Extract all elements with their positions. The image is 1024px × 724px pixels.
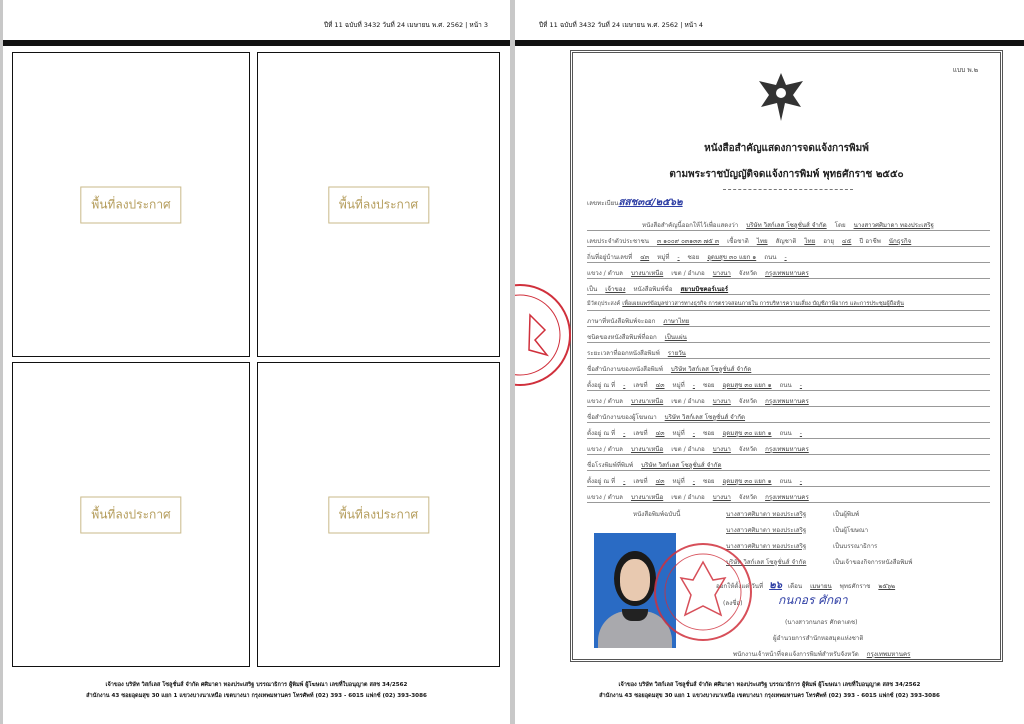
field-label: จังหวัด: [738, 494, 758, 501]
field-value: กรุงเทพมหานคร: [765, 494, 809, 501]
field-label: ถนน: [779, 478, 792, 485]
field-label: ชนิดของหนังสือพิมพ์ที่ออก: [587, 334, 657, 341]
field-label: เขต / อำเภอ: [671, 494, 705, 501]
field-value: เจ้าของ: [605, 286, 626, 293]
field-label: มีวัตถุประสงค์: [587, 301, 621, 307]
signer-title: ผู้อำนวยการสำนักหอสมุดแห่งชาติ: [773, 635, 864, 642]
field-label: โดย: [834, 222, 846, 229]
page-header: ปีที่ 11 ฉบับที่ 3432 วันที่ 24 เมษายน พ.ศ. 2562 | หน้า 4: [539, 21, 704, 29]
field-label: อาชีพ: [865, 238, 881, 245]
footer-line-2: สำนักงาน 43 ซอยอุดมสุข 30 แยก 1 แขวงบางนาเหนือ เขตบางนา กรุงเทพมหานคร โทรศัพท์ (02) 393 - 6015 แฟกซ์ (02) 393-3086: [599, 693, 940, 699]
district-row: [587, 444, 990, 455]
ad-slot: [12, 52, 250, 357]
ad-slot-label: พื้นที่ลงประกาศ: [328, 186, 429, 223]
field-value: -: [799, 382, 803, 389]
field-label: เขต / อำเภอ: [671, 446, 705, 453]
field-label: ภาษาที่หนังสือพิมพ์จะออก: [587, 318, 656, 325]
field-label: จังหวัด: [738, 446, 758, 453]
field-label: สัญชาติ: [775, 238, 797, 245]
role-holder: นางสาวศศิมาดา ทองประเสริฐ: [726, 511, 807, 518]
sign-label: (ลงชื่อ): [723, 600, 743, 607]
field-value: บางนา: [712, 398, 731, 405]
field-label: หมู่ที่: [657, 254, 670, 261]
field-value: ๔๓: [655, 478, 665, 485]
field-value: -: [623, 478, 626, 485]
field-label: ระยะเวลาที่ออกหนังสือพิมพ์: [587, 350, 660, 357]
footer-line-1: เจ้าของ บริษัท วิสก์เลส โซลูชั่นส์ จำกัด ศศิมาดา ทองประเสริฐ บรรณาธิการ ผู้พิมพ์ ผู้โฆษณา เลขที่ใบอนุญาต สสช 34/2562: [105, 682, 408, 688]
field-label: หมู่ที่: [672, 430, 685, 437]
footer-line-2: สำนักงาน 43 ซอยอุดมสุข 30 แยก 1 แขวงบางนาเหนือ เขตบางนา กรุงเทพมหานคร โทรศัพท์ (02) 393 - 6015 แฟกซ์ (02) 393-3086: [86, 693, 427, 699]
divider: [723, 189, 853, 190]
address-row: [587, 428, 990, 439]
field-label: เขต / อำเภอ: [671, 398, 705, 405]
field-label: ปี: [859, 238, 864, 245]
field-value: อุดมสุข ๓๐ แยก ๑: [707, 254, 757, 261]
field-value: -: [692, 478, 695, 485]
field-label: ชื่อสำนักงานของหนังสือพิมพ์: [587, 366, 663, 373]
field-label: อายุ: [823, 238, 835, 245]
signer-name: (นางสาวกนกอร ศักดาเดช): [785, 619, 858, 626]
field-label: ถิ่นที่อยู่บ้านเลขที่: [587, 254, 633, 261]
field-label: เลขที่: [633, 430, 648, 437]
district-row: [587, 492, 990, 503]
field-value: -: [623, 430, 626, 437]
field-label: ซอย: [703, 478, 715, 485]
field-label: หมู่ที่: [672, 478, 685, 485]
role-holder: นางสาวศศิมาดา ทองประเสริฐ: [726, 527, 807, 534]
page-4: [515, 0, 1024, 724]
frequency-row: [587, 348, 990, 359]
field-value: อุดมสุข ๓๐ แยก ๑: [722, 478, 772, 485]
header-rule: [515, 40, 1024, 46]
field-value: เพื่อเผยแพร่ข้อมูลข่าวสารทางธุรกิจ การตรวจสอบภายใน การบริหารความเสี่ยง บัญชีภาษีอากร และการประชุมผู้ถือหุ้น: [622, 301, 904, 307]
official-seal-stamp-icon: [515, 280, 575, 390]
role: เป็นเจ้าของกิจการหนังสือพิมพ์: [833, 559, 913, 566]
role-holder: นางสาวศศิมาดา ทองประเสริฐ: [726, 543, 807, 550]
field-value: บางนาเหนือ: [630, 270, 664, 277]
field-label: เลขที่: [633, 382, 648, 389]
field-value: บางนา: [712, 270, 731, 277]
field-label: เลขที่: [633, 478, 648, 485]
field-label: ซอย: [687, 254, 700, 261]
field-label: แขวง / ตำบล: [587, 446, 623, 453]
field-label: ถนน: [779, 382, 792, 389]
field-label: ตั้งอยู่ ณ ที่: [587, 430, 616, 437]
field-label: เลขประจำตัวประชาชน: [587, 238, 649, 245]
form-code: แบบ พ.๒: [952, 66, 978, 74]
printing-house-row: [587, 460, 990, 471]
field-label: แขวง / ตำบล: [587, 398, 623, 405]
role: เป็นบรรณาธิการ: [833, 543, 878, 550]
role: เป็นผู้พิมพ์: [833, 511, 860, 518]
field-value: ๔๓: [655, 382, 665, 389]
field-value: เป็นแผ่น: [664, 334, 687, 341]
field-label: ถนน: [764, 254, 777, 261]
ad-slot: [12, 362, 250, 667]
ad-slot-label: พื้นที่ลงประกาศ: [80, 496, 181, 533]
certificate-subtitle: ตามพระราชบัญญัติจดแจ้งการพิมพ์ พุทธศักราช ๒๕๕๐: [669, 169, 904, 180]
registration-row: [587, 195, 990, 209]
garuda-emblem-icon: [753, 69, 809, 125]
field-value: ภาษาไทย: [663, 318, 690, 325]
registration-number: สสช๓๔/๒๕๖๒: [618, 197, 683, 208]
field-value: -: [677, 254, 680, 261]
field-value: ๔๓: [655, 430, 665, 437]
field-value: -: [799, 478, 803, 485]
issue-date: ออกให้ตั้งแต่ วันที่ ๒๖ เดือน เมษายน พุทธศักราช ๒๕๖๒: [716, 580, 896, 591]
officer-line: พนักงานเจ้าหน้าที่จดแจ้งการพิมพ์สำหรับจังหวัด กรุงเทพมหานคร: [733, 651, 911, 658]
field-value: บริษัท วิสก์เลส โซลูชั่นส์ จำกัด: [670, 366, 752, 373]
ad-slot: [257, 52, 500, 357]
certificate-title: หนังสือสำคัญแสดงการจดแจ้งการพิมพ์: [704, 143, 869, 154]
field-value: -: [692, 382, 695, 389]
id-row: [587, 236, 990, 247]
field-label: ซอย: [703, 382, 715, 389]
field-label: ชื่อโรงพิมพ์ที่พิมพ์: [587, 462, 634, 469]
this-paper-label: หนังสือพิมพ์ฉบับนี้: [633, 511, 681, 518]
ad-slot-label: พื้นที่ลงประกาศ: [80, 186, 181, 223]
field-label: หนังสือพิมพ์ชื่อ: [633, 286, 673, 293]
field-label: ซอย: [703, 430, 715, 437]
field-label: จังหวัด: [738, 398, 758, 405]
language-row: [587, 316, 990, 327]
field-value: อุดมสุข ๓๐ แยก ๑: [722, 430, 772, 437]
newspaper-name-row: [587, 284, 990, 295]
field-value: -: [623, 382, 626, 389]
field-label: แขวง / ตำบล: [587, 270, 623, 277]
field-value: บริษัท วิสก์เลส โซลูชั่นส์ จำกัด: [664, 414, 746, 421]
field-value: สยามบิซคอร์เนอร์: [680, 286, 729, 293]
field-value: -: [799, 430, 803, 437]
field-value: บางนาเหนือ: [630, 446, 664, 453]
intro-row: [587, 220, 990, 231]
role-holder: บริษัท วิสก์เลส โซลูชั่นส์ จำกัด: [726, 559, 807, 566]
field-value: กรุงเทพมหานคร: [765, 270, 809, 277]
field-value: บริษัท วิสก์เลส โซลูชั่นส์ จำกัด: [746, 222, 827, 229]
office-row: [587, 364, 990, 375]
home-address-row: [587, 252, 990, 263]
field-value: บางนา: [712, 494, 731, 501]
field-label: จังหวัด: [738, 270, 758, 277]
field-value: นักธุรกิจ: [888, 238, 912, 245]
field-value: ไทย: [804, 238, 816, 245]
field-label: เชื้อชาติ: [727, 238, 749, 245]
field-value: บริษัท วิสก์เลส โซลูชั่นส์ จำกัด: [641, 462, 722, 469]
page-3: [3, 0, 510, 724]
field-label: แขวง / ตำบล: [587, 494, 623, 501]
field-value: บางนาเหนือ: [630, 398, 664, 405]
page-header: ปีที่ 11 ฉบับที่ 3432 วันที่ 24 เมษายน พ.ศ. 2562 | หน้า 3: [323, 21, 488, 29]
field-label: หนังสือสำคัญนี้ออกให้ไว้เพื่อแสดงว่า: [642, 222, 739, 229]
signature: กนกอร ศักดา: [778, 593, 848, 607]
address-row: [587, 476, 990, 487]
footer-line-1: เจ้าของ บริษัท วิสก์เลส โซลูชั่นส์ จำกัด ศศิมาดา ทองประเสริฐ บรรณาธิการ ผู้พิมพ์ ผู้โฆษณา เลขที่ใบอนุญาต สสช 34/2562: [618, 682, 921, 688]
field-label: ถนน: [779, 430, 792, 437]
field-label: ตั้งอยู่ ณ ที่: [587, 478, 616, 485]
field-value: บางนา: [712, 446, 731, 453]
type-row: [587, 332, 990, 343]
field-label: เขต / อำเภอ: [671, 270, 705, 277]
page-footer: [515, 680, 1024, 702]
field-value: ไทย: [756, 238, 768, 245]
field-value: นางสาวศศิมาดา ทองประเสริฐ: [853, 222, 934, 229]
field-value: บางนาเหนือ: [630, 494, 664, 501]
printing-registration-certificate: [570, 50, 1003, 662]
field-value: ๔๓: [640, 254, 650, 261]
address-row: [587, 380, 990, 391]
field-value: ๔๕: [842, 238, 852, 245]
field-label: ตั้งอยู่ ณ ที่: [587, 382, 616, 389]
official-seal-stamp-icon: [653, 540, 753, 645]
field-value: รายวัน: [667, 350, 686, 357]
field-value: กรุงเทพมหานคร: [765, 398, 809, 405]
field-value: -: [784, 254, 787, 261]
page-footer: [3, 680, 510, 702]
ad-slot: [257, 362, 500, 667]
field-label: เป็น: [587, 286, 598, 293]
role: เป็นผู้โฆษณา: [833, 527, 869, 534]
field-label: ชื่อสำนักงานของผู้โฆษณา: [587, 414, 657, 421]
purpose-row: [587, 300, 990, 311]
ad-slot-label: พื้นที่ลงประกาศ: [328, 496, 429, 533]
field-value: อุดมสุข ๓๐ แยก ๑: [722, 382, 772, 389]
advertiser-office-row: [587, 412, 990, 423]
header-rule: [3, 40, 510, 46]
field-label: เลขทะเบียน: [587, 200, 619, 207]
field-value: กรุงเทพมหานคร: [765, 446, 809, 453]
field-value: ๓ ๑๐๐๙ ๐๓๑๓๓ ๗๕ ๓: [656, 238, 720, 245]
district-row: [587, 268, 990, 279]
district-row: [587, 396, 990, 407]
field-value: -: [692, 430, 695, 437]
field-label: หมู่ที่: [672, 382, 685, 389]
